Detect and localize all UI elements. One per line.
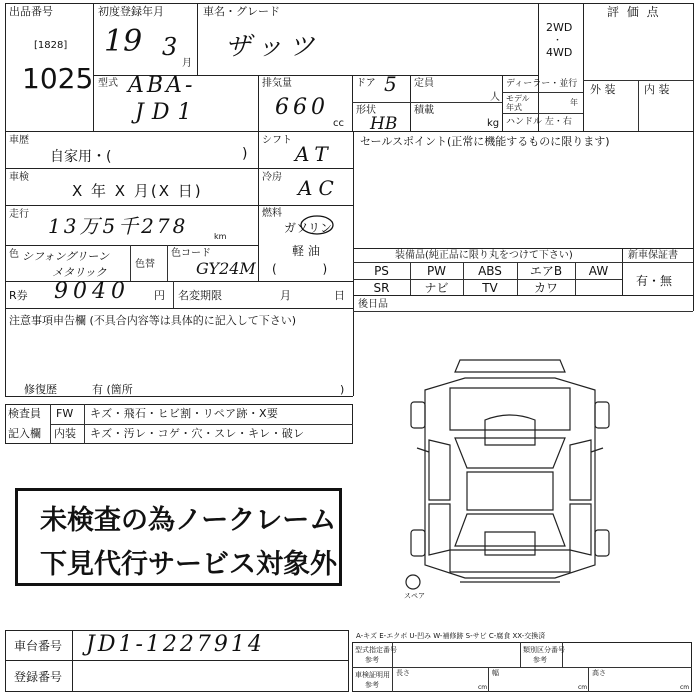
cert-label-2: 参考	[365, 681, 379, 689]
shape-label: 形状	[356, 105, 376, 116]
first-registration-year: 19	[104, 24, 143, 59]
length-label: 長さ	[396, 669, 410, 677]
mileage-value: 13万5千278	[48, 214, 189, 238]
month-unit: 月	[182, 58, 192, 69]
dealer-label: ディーラー・並行	[506, 79, 578, 89]
load-label: 積載	[414, 105, 434, 116]
car-name-label: 車名・グレード	[203, 5, 280, 18]
lot-number: 1025	[22, 62, 94, 95]
equip-navi: ナビ	[424, 281, 449, 295]
chassis-label: 車台番号	[14, 639, 63, 653]
recycle-value: 9040	[54, 279, 130, 304]
width-label: 幅	[492, 669, 499, 677]
category-label-1: 類別区分番号	[523, 646, 565, 654]
history-value: 自家用・(	[50, 149, 112, 165]
fuel-diesel: 軽 油	[292, 244, 320, 258]
fw-text: キズ・飛石・ヒビ割・リペア跡・X要	[90, 407, 279, 420]
car-name-value: ザッツ	[225, 32, 321, 62]
shaken-label: 車検	[9, 172, 29, 183]
ac-value: AC	[298, 176, 340, 200]
spec-label-2: 参考	[365, 656, 379, 664]
spare-label: スペア	[404, 592, 425, 600]
model-code-2: JD1	[135, 100, 200, 125]
model-year-label: モデル	[506, 94, 530, 103]
recycle-label: R券	[9, 289, 28, 302]
warranty-value: 有・無	[636, 274, 673, 288]
color-value-2: メタリック	[52, 266, 107, 279]
repair-value: 有 (箇所	[92, 383, 133, 396]
displacement-label: 排気量	[262, 78, 292, 89]
name-change-label: 名変期限	[178, 289, 222, 302]
handle-label: ハンドル 左・右	[506, 117, 572, 127]
width-unit: cm	[578, 684, 588, 691]
length-unit: cm	[478, 684, 488, 691]
model-year-label-2: 年式	[506, 103, 522, 112]
load-unit: kg	[487, 118, 500, 129]
shift-value: AT	[295, 142, 334, 166]
category-label-2: 参考	[533, 656, 547, 664]
fuel-circle-mark	[300, 214, 334, 236]
register-label: 登録番号	[14, 670, 63, 684]
warranty-label: 新車保証書	[628, 250, 678, 261]
height-label: 高さ	[592, 669, 606, 677]
color-value-1: シフォングリーン	[22, 250, 110, 263]
door-value: 5	[384, 72, 397, 96]
name-change-day: 日	[334, 289, 345, 302]
spec-label-1: 型式指定番号	[355, 646, 397, 654]
interior-label: 内 装	[644, 83, 670, 96]
later-items-label: 後日品	[358, 299, 388, 310]
name-change-month: 月	[280, 289, 291, 302]
fw-label: FW	[56, 407, 74, 420]
history-label: 車歴	[9, 135, 29, 146]
recycle-unit: 円	[154, 289, 165, 302]
cert-label-1: 車検証明用	[355, 671, 390, 679]
equip-sr: SR	[373, 281, 390, 295]
equip-ps: PS	[374, 264, 389, 278]
notes-label: 注意事項申告欄 (不具合内容等は具体的に記入して下さい)	[9, 314, 297, 327]
color-code-label: 色コード	[171, 248, 211, 259]
shape-value: HB	[370, 114, 398, 134]
color-label: 色	[9, 249, 19, 260]
interior-check-text: キズ・汚レ・コゲ・穴・スレ・キレ・破レ	[90, 427, 305, 440]
first-registration-label: 初度登録年月	[98, 5, 164, 18]
lot-sub-number: [1828]	[34, 40, 68, 51]
height-unit: cm	[680, 684, 690, 691]
notice-line-2: 下見代行サービス対象外	[40, 549, 337, 580]
sales-points-label: セールスポイント(正常に機能するものに限ります)	[360, 135, 610, 148]
drive-separator: ・	[553, 36, 563, 46]
ac-label: 冷房	[262, 172, 282, 183]
model-label: 型式	[98, 78, 118, 89]
equip-leather: カワ	[533, 281, 558, 295]
model-code-1: ABA-	[128, 73, 196, 98]
equip-aw: AW	[588, 264, 609, 278]
fuel-gasoline: ガソリン	[284, 221, 333, 235]
equipment-label: 装備品(純正品に限り丸をつけて下さい)	[395, 250, 573, 261]
history-paren-close: )	[242, 146, 248, 162]
car-diagram	[395, 350, 625, 590]
equip-pw: PW	[426, 264, 447, 278]
equip-tv: TV	[482, 281, 498, 295]
fuel-label: 燃料	[262, 208, 282, 219]
shift-label: シフト	[262, 135, 292, 146]
interior-check-label: 内装	[54, 427, 76, 440]
displacement-unit: cc	[333, 118, 344, 129]
inspector-label-1: 検査員	[8, 407, 41, 420]
drive-4wd: 4WD	[546, 46, 573, 59]
damage-legend: A-キズ E-エクボ U-凹み W-補修跡 S-サビ C-腐食 XX-交換済	[356, 632, 546, 640]
color-change-label: 色替	[135, 259, 155, 270]
chassis-value: JD1-1227914	[86, 632, 265, 657]
mileage-label: 走行	[9, 209, 29, 220]
capacity-unit: 人	[490, 92, 500, 103]
lot-label: 出品番号	[9, 5, 53, 18]
equip-abs: ABS	[478, 264, 502, 278]
exterior-label: 外 装	[590, 83, 616, 96]
repair-close: )	[340, 383, 345, 396]
inspector-label-2: 記入欄	[8, 427, 41, 440]
shaken-value: X 年 X 月(X 日)	[72, 182, 203, 200]
equip-airbag: エアB	[529, 264, 563, 278]
color-code-value: GY24M	[196, 259, 256, 278]
displacement-value: 660	[275, 95, 329, 120]
drive-2wd: 2WD	[546, 21, 573, 34]
mileage-unit: km	[214, 232, 227, 241]
door-label: ドア	[356, 78, 376, 89]
repair-label: 修復歴	[24, 383, 57, 396]
notice-line-1: 未検査の為ノークレーム	[40, 505, 337, 536]
first-registration-month: 3	[162, 33, 178, 61]
year-unit: 年	[570, 98, 578, 107]
evaluation-label: 評 価 点	[607, 5, 661, 19]
fuel-other: ( )	[272, 262, 328, 276]
capacity-label: 定員	[414, 78, 434, 89]
